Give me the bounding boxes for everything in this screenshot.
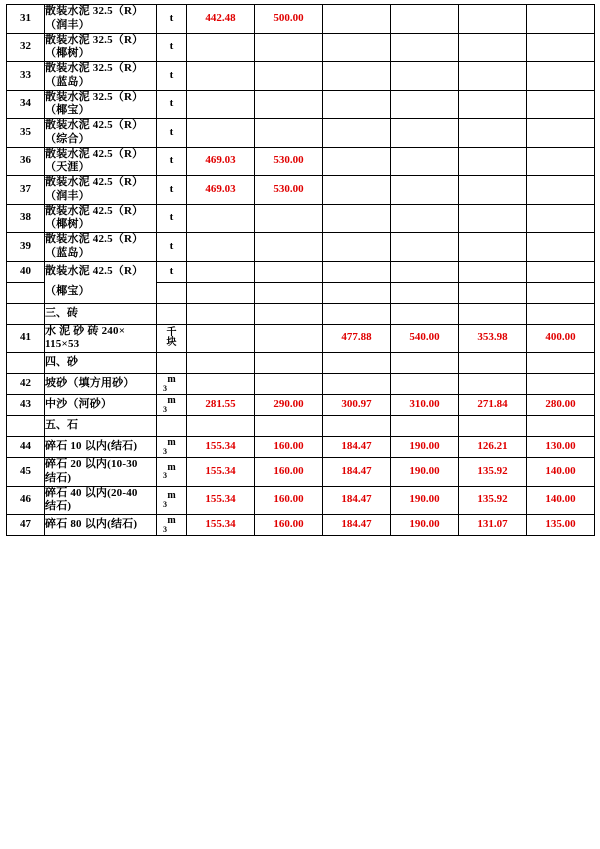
material-name-line2: 115×53 <box>45 338 80 351</box>
value-cell-1 <box>187 62 255 91</box>
row-number: 44 <box>7 437 45 458</box>
material-name: 散装水泥 42.5（R） <box>45 261 157 282</box>
row-number-empty <box>7 416 45 437</box>
value-cell-5 <box>459 303 527 324</box>
value-cell-5 <box>459 353 527 374</box>
unit-m: m <box>167 490 176 502</box>
material-name <box>45 33 157 62</box>
unit-cell-empty <box>157 282 187 303</box>
value-cell-5 <box>459 374 527 395</box>
value-cell-2 <box>255 303 323 324</box>
unit-exponent: 3 <box>163 471 167 481</box>
value-cell-1 <box>187 233 255 262</box>
table-row-continued <box>7 282 595 303</box>
value-cell-3: 184.47 <box>323 486 391 515</box>
unit-exponent: 3 <box>163 404 167 414</box>
table-row <box>7 395 595 416</box>
value-cell-1 <box>187 119 255 148</box>
table-row <box>7 5 595 34</box>
value-cell-1 <box>187 416 255 437</box>
row-number-empty <box>7 303 45 324</box>
material-name-line2: （天涯） <box>45 161 90 174</box>
value-cell-5 <box>459 204 527 233</box>
material-name-line1: 散装水泥 32.5（R） <box>45 62 144 74</box>
value-cell-3 <box>323 233 391 262</box>
material-name-line1: 散装水泥 32.5（R） <box>45 33 144 46</box>
unit-cell: t <box>157 62 187 91</box>
value-cell-6 <box>527 176 595 205</box>
value-cell-5: 353.98 <box>459 324 527 353</box>
value-cell-4: 190.00 <box>391 458 459 487</box>
value-cell-3: 184.47 <box>323 437 391 458</box>
value-cell-4 <box>391 416 459 437</box>
row-number: 34 <box>7 90 45 119</box>
material-name-line2: （椰树） <box>45 218 90 231</box>
value-cell-1: 155.34 <box>187 458 255 487</box>
value-cell-1 <box>187 324 255 353</box>
unit-cell: t <box>157 261 187 282</box>
value-cell-2 <box>255 233 323 262</box>
material-name-line1: 散装水泥 42.5（R） <box>45 233 144 245</box>
row-number: 47 <box>7 515 45 536</box>
value-cell-2: 160.00 <box>255 515 323 536</box>
table-row <box>7 90 595 119</box>
table-row <box>7 147 595 176</box>
value-cell-6 <box>527 90 595 119</box>
unit-cell: t <box>157 204 187 233</box>
unit-m: m <box>167 374 176 386</box>
value-cell-2: 160.00 <box>255 437 323 458</box>
value-cell-2 <box>255 324 323 353</box>
material-name <box>45 324 157 353</box>
value-cell-2 <box>255 261 323 282</box>
value-cell-2: 160.00 <box>255 458 323 487</box>
table-row <box>7 374 595 395</box>
value-cell-2: 160.00 <box>255 486 323 515</box>
value-cell-6 <box>527 374 595 395</box>
unit-line1: 千 <box>166 326 177 338</box>
table-row <box>7 233 595 262</box>
unit-cell: t <box>157 119 187 148</box>
value-cell-5 <box>459 233 527 262</box>
unit-m: m <box>167 461 176 473</box>
value-cell-1 <box>187 303 255 324</box>
unit-exponent: 3 <box>163 446 167 456</box>
value-cell-4: 190.00 <box>391 515 459 536</box>
value-cell-3: 300.97 <box>323 395 391 416</box>
unit-line2: 块 <box>166 337 177 349</box>
table-row <box>7 324 595 353</box>
material-name-line1: 水 泥 砂 砖 240× <box>45 324 126 337</box>
value-cell-3 <box>323 119 391 148</box>
value-cell-4 <box>391 147 459 176</box>
material-name <box>45 90 157 119</box>
unit-cell-empty <box>157 416 187 437</box>
section-title-stone: 五、石 <box>45 416 157 437</box>
row-number: 31 <box>7 5 45 34</box>
value-cell-4 <box>391 204 459 233</box>
value-cell-5: 271.84 <box>459 395 527 416</box>
value-cell-2: 530.00 <box>255 176 323 205</box>
value-cell-2 <box>255 204 323 233</box>
table-row <box>7 458 595 487</box>
material-name-line2: （椰宝） <box>45 282 157 303</box>
value-cell-2 <box>255 416 323 437</box>
table-row <box>7 176 595 205</box>
value-cell-5 <box>459 147 527 176</box>
material-name: 坡砂（填方用砂） <box>45 374 157 395</box>
material-name-line2: （润丰） <box>45 189 90 202</box>
row-number: 43 <box>7 395 45 416</box>
table-row <box>7 33 595 62</box>
value-cell-2: 530.00 <box>255 147 323 176</box>
unit-exponent: 3 <box>163 383 167 393</box>
value-cell-4 <box>391 261 459 282</box>
material-name <box>45 233 157 262</box>
unit-m: m <box>167 395 176 407</box>
material-name <box>45 62 157 91</box>
value-cell-4: 540.00 <box>391 324 459 353</box>
value-cell-4 <box>391 233 459 262</box>
value-cell-1: 155.34 <box>187 486 255 515</box>
value-cell-4 <box>391 374 459 395</box>
value-cell-6 <box>527 5 595 34</box>
material-name-line1: 散装水泥 42.5（R） <box>45 147 144 160</box>
material-name <box>45 147 157 176</box>
value-cell-6 <box>527 233 595 262</box>
value-cell-3 <box>323 90 391 119</box>
value-cell-3 <box>323 261 391 282</box>
value-cell-1: 155.34 <box>187 437 255 458</box>
value-cell-5: 135.92 <box>459 458 527 487</box>
value-cell-6 <box>527 282 595 303</box>
value-cell-1: 155.34 <box>187 515 255 536</box>
row-number: 37 <box>7 176 45 205</box>
row-number: 41 <box>7 324 45 353</box>
value-cell-3 <box>323 176 391 205</box>
value-cell-3 <box>323 303 391 324</box>
value-cell-4 <box>391 62 459 91</box>
value-cell-4 <box>391 33 459 62</box>
row-number: 46 <box>7 486 45 515</box>
row-number: 42 <box>7 374 45 395</box>
value-cell-6 <box>527 353 595 374</box>
value-cell-4 <box>391 90 459 119</box>
value-cell-5 <box>459 119 527 148</box>
value-cell-6 <box>527 261 595 282</box>
value-cell-3 <box>323 353 391 374</box>
value-cell-2 <box>255 33 323 62</box>
value-cell-4 <box>391 5 459 34</box>
value-cell-5 <box>459 282 527 303</box>
value-cell-2 <box>255 282 323 303</box>
unit-cell: t <box>157 33 187 62</box>
value-cell-6: 280.00 <box>527 395 595 416</box>
value-cell-4: 310.00 <box>391 395 459 416</box>
row-number-empty <box>7 353 45 374</box>
material-name-line1: 散装水泥 42.5（R） <box>45 119 144 131</box>
unit-cell-empty <box>157 353 187 374</box>
value-cell-4: 190.00 <box>391 486 459 515</box>
value-cell-1: 469.03 <box>187 176 255 205</box>
row-number: 39 <box>7 233 45 262</box>
material-name-line1: 碎石 20 以内(10-30 <box>45 458 138 470</box>
material-name <box>45 204 157 233</box>
section-title-brick: 三、砖 <box>45 303 157 324</box>
value-cell-5: 131.07 <box>459 515 527 536</box>
material-name-line2: （综合） <box>45 132 90 145</box>
unit-cell <box>157 324 187 353</box>
value-cell-1 <box>187 261 255 282</box>
value-cell-3 <box>323 33 391 62</box>
unit-cell <box>157 486 187 515</box>
value-cell-1 <box>187 33 255 62</box>
unit-cell <box>157 374 187 395</box>
table-row <box>7 486 595 515</box>
table-row <box>7 62 595 91</box>
table-row <box>7 515 595 536</box>
row-number: 45 <box>7 458 45 487</box>
unit-exponent: 3 <box>163 524 167 534</box>
material-name-line1: 碎石 40 以内(20-40 <box>45 486 138 499</box>
value-cell-3 <box>323 416 391 437</box>
unit-cell: t <box>157 176 187 205</box>
row-number: 35 <box>7 119 45 148</box>
material-name-line2: （润丰） <box>45 18 90 31</box>
value-cell-3: 184.47 <box>323 515 391 536</box>
value-cell-4 <box>391 176 459 205</box>
value-cell-1 <box>187 374 255 395</box>
value-cell-5: 135.92 <box>459 486 527 515</box>
material-name-line1: 散装水泥 42.5（R） <box>45 176 144 188</box>
material-name <box>45 5 157 34</box>
value-cell-5: 126.21 <box>459 437 527 458</box>
value-cell-4 <box>391 353 459 374</box>
value-cell-3 <box>323 374 391 395</box>
value-cell-6: 140.00 <box>527 486 595 515</box>
value-cell-5 <box>459 33 527 62</box>
value-cell-2 <box>255 62 323 91</box>
row-number: 40 <box>7 261 45 282</box>
unit-m: m <box>167 515 176 527</box>
material-name: 中沙（河砂） <box>45 395 157 416</box>
unit-cell <box>157 437 187 458</box>
value-cell-4 <box>391 282 459 303</box>
row-number: 36 <box>7 147 45 176</box>
table-row <box>7 119 595 148</box>
value-cell-1: 281.55 <box>187 395 255 416</box>
material-name-line2: （椰宝） <box>45 104 90 117</box>
table-row <box>7 204 595 233</box>
value-cell-5 <box>459 5 527 34</box>
material-name-line2: （椰树） <box>45 47 90 60</box>
material-name-line2: 结石) <box>45 500 72 513</box>
unit-cell: t <box>157 5 187 34</box>
value-cell-6: 140.00 <box>527 458 595 487</box>
unit-cell-empty <box>157 303 187 324</box>
value-cell-5 <box>459 261 527 282</box>
section-header-row-stone <box>7 416 595 437</box>
value-cell-3 <box>323 147 391 176</box>
value-cell-6 <box>527 147 595 176</box>
unit-cell: t <box>157 147 187 176</box>
value-cell-3: 184.47 <box>323 458 391 487</box>
value-cell-6 <box>527 416 595 437</box>
value-cell-5 <box>459 62 527 91</box>
unit-cell: t <box>157 90 187 119</box>
material-name <box>45 119 157 148</box>
value-cell-3 <box>323 62 391 91</box>
value-cell-4 <box>391 303 459 324</box>
section-title-sand: 四、砂 <box>45 353 157 374</box>
row-number: 33 <box>7 62 45 91</box>
value-cell-6 <box>527 33 595 62</box>
value-cell-1 <box>187 204 255 233</box>
table-row <box>7 261 595 282</box>
material-name-line2: （蓝岛） <box>45 75 90 88</box>
row-number: 32 <box>7 33 45 62</box>
value-cell-2: 290.00 <box>255 395 323 416</box>
material-name-line1: 散装水泥 32.5（R） <box>45 5 144 17</box>
unit-exponent: 3 <box>163 499 167 509</box>
material-price-table <box>6 4 595 536</box>
material-name <box>45 458 157 487</box>
value-cell-6 <box>527 62 595 91</box>
value-cell-1: 469.03 <box>187 147 255 176</box>
value-cell-5 <box>459 176 527 205</box>
value-cell-1 <box>187 353 255 374</box>
value-cell-6 <box>527 204 595 233</box>
value-cell-4: 190.00 <box>391 437 459 458</box>
value-cell-3 <box>323 5 391 34</box>
section-header-row-sand <box>7 353 595 374</box>
material-name-line1: 散装水泥 32.5（R） <box>45 90 144 103</box>
value-cell-2: 500.00 <box>255 5 323 34</box>
material-name <box>45 486 157 515</box>
value-cell-6: 135.00 <box>527 515 595 536</box>
material-name <box>45 176 157 205</box>
value-cell-3: 477.88 <box>323 324 391 353</box>
value-cell-5 <box>459 90 527 119</box>
table-row <box>7 437 595 458</box>
value-cell-1 <box>187 90 255 119</box>
value-cell-5 <box>459 416 527 437</box>
unit-m: m <box>167 437 176 449</box>
value-cell-1: 442.48 <box>187 5 255 34</box>
value-cell-2 <box>255 90 323 119</box>
material-name-line1: 散装水泥 42.5（R） <box>45 204 144 217</box>
material-name: 碎石 10 以内(结石) <box>45 437 157 458</box>
value-cell-6: 130.00 <box>527 437 595 458</box>
unit-cell: t <box>157 233 187 262</box>
value-cell-6: 400.00 <box>527 324 595 353</box>
section-header-row-brick <box>7 303 595 324</box>
row-number: 38 <box>7 204 45 233</box>
value-cell-4 <box>391 119 459 148</box>
unit-cell <box>157 458 187 487</box>
unit-cell <box>157 395 187 416</box>
value-cell-2 <box>255 374 323 395</box>
value-cell-3 <box>323 282 391 303</box>
row-number-empty <box>7 282 45 303</box>
material-name: 碎石 80 以内(结石) <box>45 515 157 536</box>
value-cell-2 <box>255 353 323 374</box>
material-name-line2: （蓝岛） <box>45 246 90 259</box>
unit-cell <box>157 515 187 536</box>
value-cell-6 <box>527 119 595 148</box>
value-cell-6 <box>527 303 595 324</box>
value-cell-2 <box>255 119 323 148</box>
value-cell-1 <box>187 282 255 303</box>
material-name-line2: 结石) <box>45 471 72 484</box>
value-cell-3 <box>323 204 391 233</box>
